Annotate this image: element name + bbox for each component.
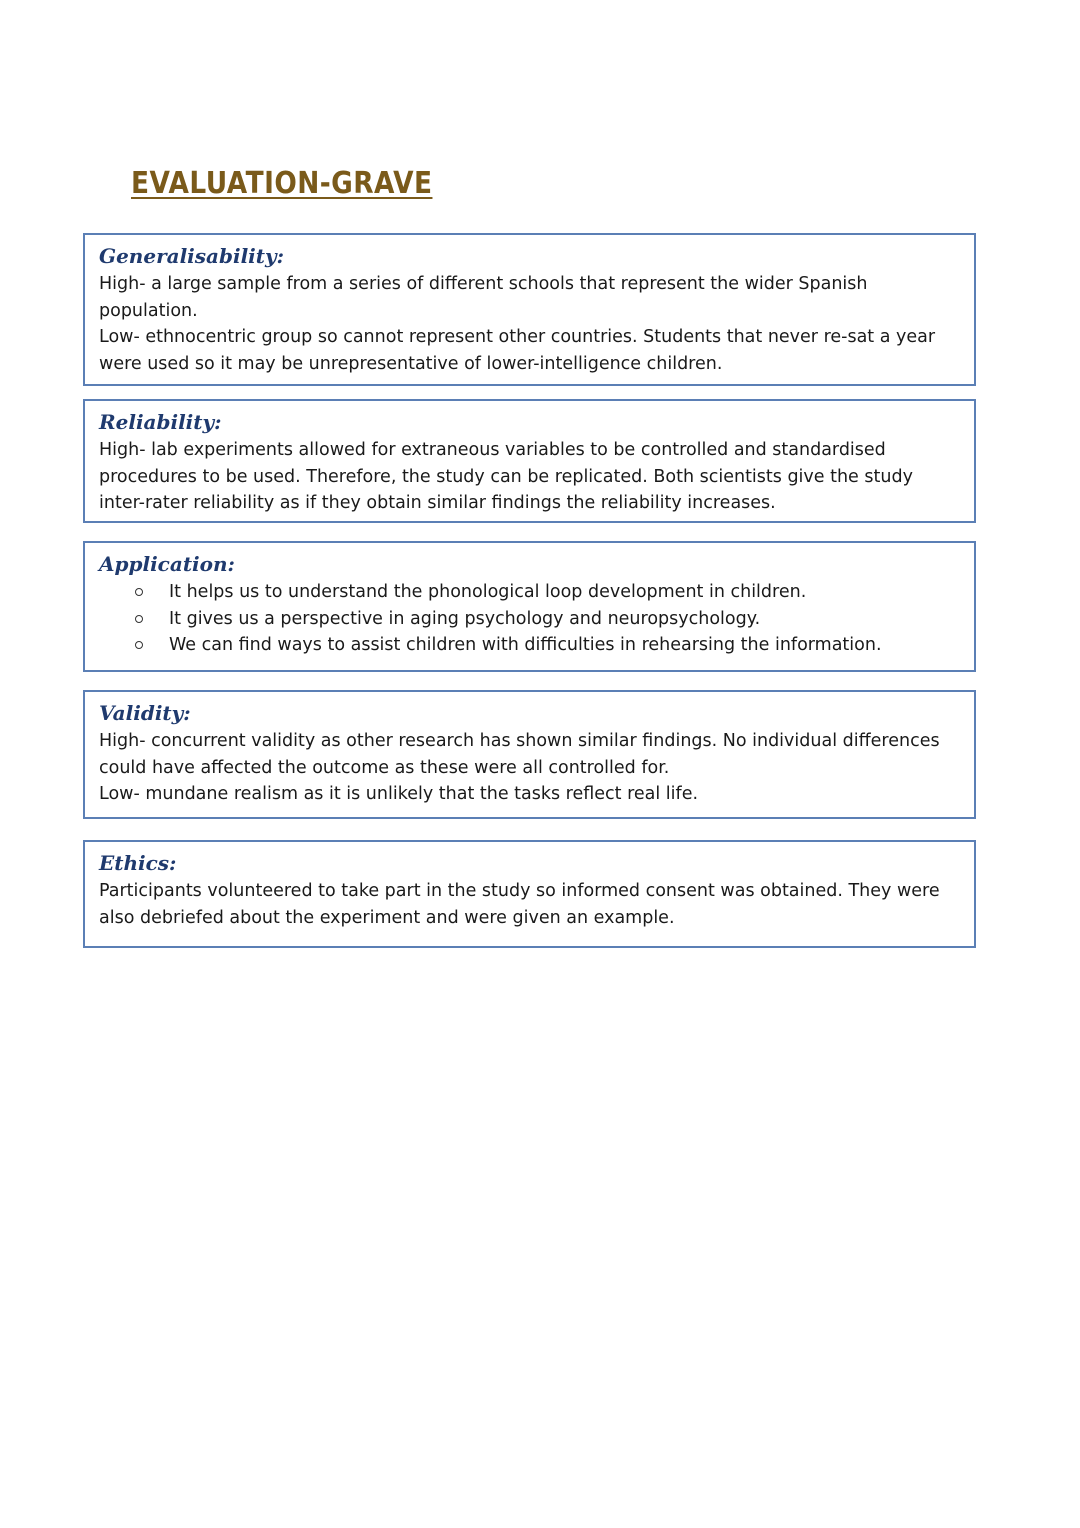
generalisability-low-text: Low- ethnocentric group so cannot represent other countries. Students that never re-sat a year were used so it may be unrepresentative of lower-intelligence children. xyxy=(99,327,936,374)
generalisability-heading: Generalisability: xyxy=(99,244,284,268)
reliability-box xyxy=(83,399,976,523)
list-item xyxy=(135,606,960,633)
generalisability-box xyxy=(83,233,976,386)
hollow-circle-bullet-icon xyxy=(135,588,143,596)
application-heading: Application: xyxy=(99,552,235,576)
ethics-box xyxy=(83,840,976,948)
validity-heading: Validity: xyxy=(99,701,191,725)
validity-low-text: Low- mundane realism as it is unlikely that the tasks reflect real life. xyxy=(99,784,699,804)
application-bullet-text: We can find ways to assist children with difficulties in rehearsing the information. xyxy=(169,635,882,655)
list-item xyxy=(135,632,960,659)
list-item xyxy=(135,579,960,606)
reliability-text: High- lab experiments allowed for extraneous variables to be controlled and standardised procedures to be used. Therefore, the study can be replicated. Both scientists give the study inter-rater reliability as if they obtain similar findings the reliability increases. xyxy=(99,440,913,513)
hollow-circle-bullet-icon xyxy=(135,615,143,623)
generalisability-high-text: High- a large sample from a series of different schools that represent the wider Spanish population. xyxy=(99,274,868,321)
application-bullet-text: It helps us to understand the phonological loop development in children. xyxy=(169,582,807,602)
reliability-heading: Reliability: xyxy=(99,410,222,434)
validity-box xyxy=(83,690,976,819)
application-bullet-list xyxy=(99,579,960,659)
page-title: EVALUATION-GRAVE xyxy=(131,166,433,201)
application-bullet-text: It gives us a perspective in aging psychology and neuropsychology. xyxy=(169,608,761,629)
ethics-text: Participants volunteered to take part in the study so informed consent was obtained. They were also debriefed about the experiment and were given an example. xyxy=(99,881,940,928)
application-box xyxy=(83,541,976,672)
ethics-heading: Ethics: xyxy=(99,851,177,875)
hollow-circle-bullet-icon xyxy=(135,641,143,649)
validity-high-text: High- concurrent validity as other research has shown similar findings. No individual differences could have affected the outcome as these were all controlled for. xyxy=(99,731,940,778)
